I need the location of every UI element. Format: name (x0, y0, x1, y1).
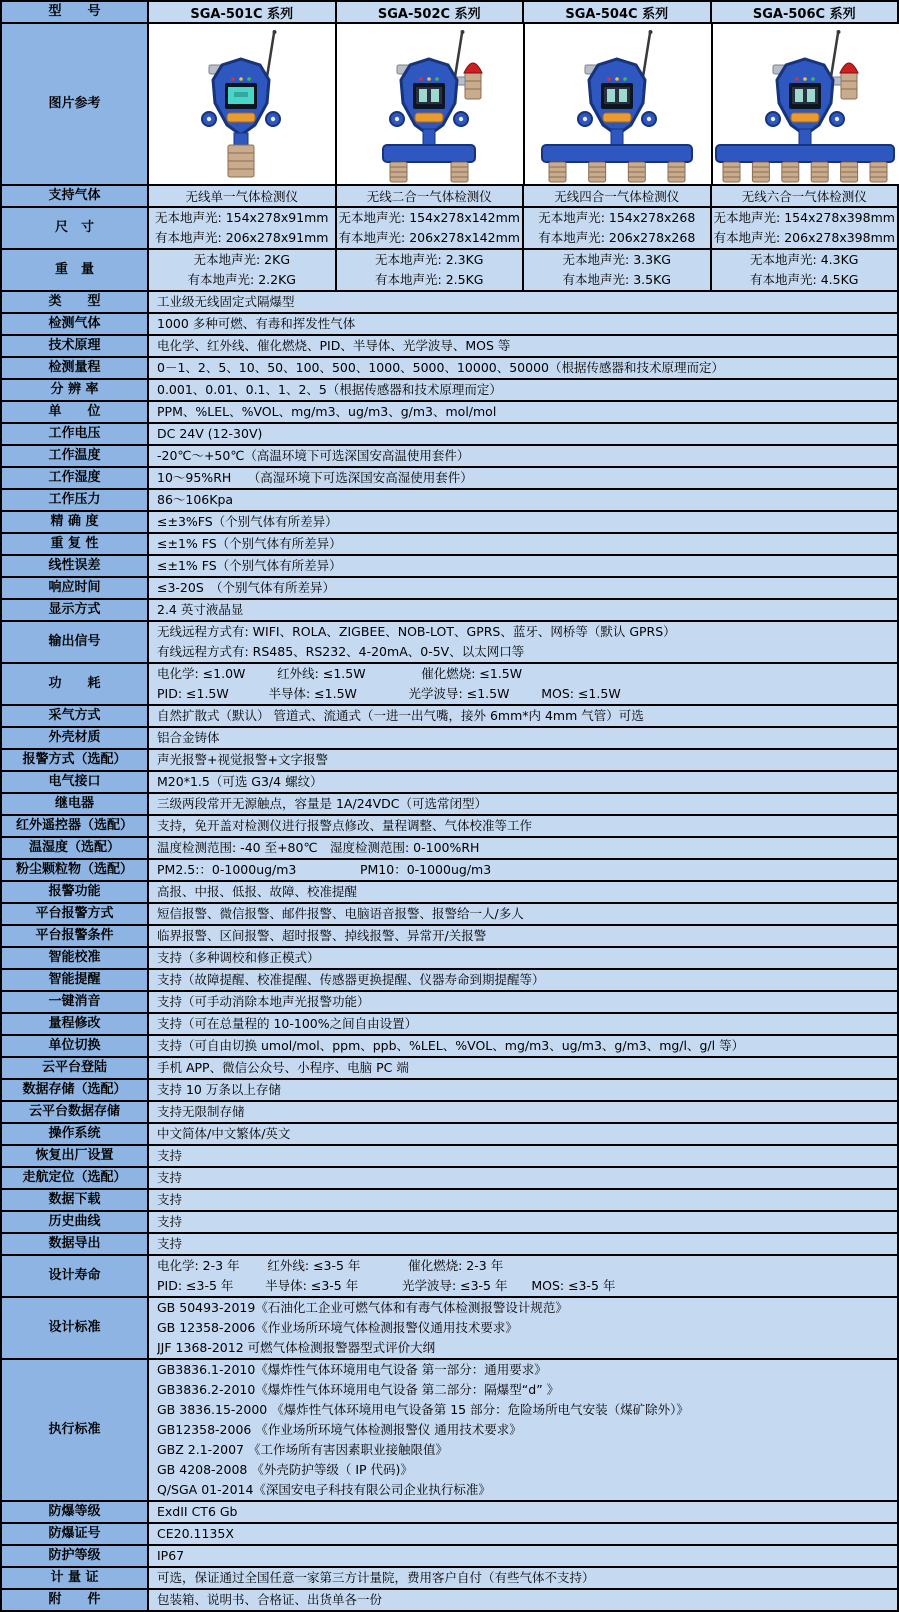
spec-row-value (149, 490, 897, 510)
spec-row-label: 温湿度（选配） (2, 838, 149, 858)
spec-value-line: 有线远程方式有: RS485、RS232、4-20mA、0-5V、以太网口等 (157, 644, 525, 659)
spec-value-line: PID: ≤3-5 年 半导体: ≤3-5 年 光学波导: ≤3-5 年 MOS: ≤3-5 年 (157, 1278, 616, 1293)
spec-row-label: 功 耗 (2, 664, 149, 704)
spec-row (2, 1566, 897, 1588)
spec-row (2, 924, 897, 946)
spec-row-value (149, 816, 897, 836)
spec-value-line: 中文简体/中文繁体/英文 (157, 1126, 291, 1141)
spec-row-value (149, 292, 897, 312)
spec-row (2, 378, 897, 400)
weight-line: 无本地声光: 2KG (193, 252, 291, 267)
spec-row (2, 1500, 897, 1522)
size-value (149, 208, 335, 248)
spec-row-label: 设计标准 (2, 1298, 149, 1358)
spec-row-label: 操作系统 (2, 1124, 149, 1144)
spec-row-label: 粉尘颗粒物（选配） (2, 860, 149, 880)
spec-row-value (149, 534, 897, 554)
spec-row (2, 1358, 897, 1500)
supported-gas-value: 无线单一气体检测仪 (185, 189, 298, 204)
weight-value (710, 250, 898, 290)
size-value (522, 208, 710, 248)
spec-row (2, 1056, 897, 1078)
spec-row-value (149, 1502, 897, 1522)
spec-row-label: 报警功能 (2, 882, 149, 902)
product-image-row (2, 22, 897, 184)
spec-row (2, 1034, 897, 1056)
spec-value-line: -20℃～+50℃（高温环境下可选深国安高温使用套件） (157, 448, 470, 463)
spec-row-value (149, 1036, 897, 1056)
product-image-sga-501c (149, 24, 335, 184)
spec-value-line: 支持 (157, 1148, 183, 1163)
supported-gas-row (2, 184, 897, 206)
spec-row (2, 312, 897, 334)
spec-row-label: 分 辨 率 (2, 380, 149, 400)
spec-row-value (149, 706, 897, 726)
spec-value-line: 支持（可在总量程的 10-100%之间自由设置） (157, 1016, 418, 1031)
spec-row-label: 线性误差 (2, 556, 149, 576)
spec-row (2, 290, 897, 312)
spec-row (2, 858, 897, 880)
spec-row-label: 走航定位（选配） (2, 1168, 149, 1188)
spec-value-line: ≤±1% FS（个别气体有所差异） (157, 536, 342, 551)
size-line: 有本地声光: 206x278x142mm (338, 230, 520, 245)
supported-gas-value: 无线二合一气体检测仪 (335, 186, 523, 206)
model-name-sga-506c: SGA-506C 系列 (710, 2, 898, 22)
spec-row-value (149, 794, 897, 814)
spec-row-label: 数据导出 (2, 1234, 149, 1254)
spec-row-label: 设计寿命 (2, 1256, 149, 1296)
spec-row (2, 598, 897, 620)
spec-value-line: 自然扩散式（默认） 管道式、流通式（一进一出气嘴，接外 6mm*内 4mm 气管）可选 (157, 708, 644, 723)
spec-value-line: GBZ 2.1-2007 《工作场所有害因素职业接触限值》 (157, 1442, 448, 1457)
model-name-sga-502c: SGA-502C 系列 (335, 2, 523, 22)
spec-row-value (149, 1190, 897, 1210)
spec-row (2, 488, 897, 510)
spec-value-line: 支持 (157, 1236, 183, 1251)
size-line: 有本地声光: 206x278x398mm (713, 230, 895, 245)
spec-row-value (149, 1080, 897, 1100)
spec-row (2, 1144, 897, 1166)
spec-row-label: 单位切换 (2, 1036, 149, 1056)
spec-row-label: 电气接口 (2, 772, 149, 792)
spec-row-label: 重 复 性 (2, 534, 149, 554)
spec-row (2, 1012, 897, 1034)
spec-row-value (149, 860, 897, 880)
spec-row-value (149, 1234, 897, 1254)
spec-row-label: 输出信号 (2, 622, 149, 662)
spec-row (2, 990, 897, 1012)
spec-row-label: 单 位 (2, 402, 149, 422)
spec-row-label: 历史曲线 (2, 1212, 149, 1232)
spec-value-line: 支持 (157, 1192, 183, 1207)
spec-row-value (149, 948, 897, 968)
spec-row-value (149, 1124, 897, 1144)
model-name-sga-504c: SGA-504C 系列 (522, 2, 710, 22)
spec-row (2, 1210, 897, 1232)
spec-row-value (149, 926, 897, 946)
spec-value-line: 高报、中报、低报、故障、校准提醒 (157, 884, 358, 899)
spec-row (2, 400, 897, 422)
spec-value-line: 支持 (157, 1170, 183, 1185)
spec-row-label: 工作湿度 (2, 468, 149, 488)
weight-line: 无本地声光: 4.3KG (750, 252, 859, 267)
spec-row-value (149, 314, 897, 334)
spec-value-line: 温度检测范围: -40 至+80℃ 湿度检测范围: 0-100%RH (157, 840, 480, 855)
spec-row-value (149, 772, 897, 792)
spec-row-value (149, 1146, 897, 1166)
spec-row (2, 968, 897, 990)
spec-row (2, 1078, 897, 1100)
spec-row (2, 620, 897, 662)
spec-value-line: GB3836.1-2010《爆炸性气体环境用电气设备 第一部分：通用要求》 (157, 1362, 547, 1377)
spec-value-line: PM2.5:：0-1000ug/m3 PM10：0-1000ug/m3 (157, 862, 492, 877)
spec-row-label: 显示方式 (2, 600, 149, 620)
spec-row-value (149, 1524, 897, 1544)
spec-row-label: 报警方式（选配） (2, 750, 149, 770)
spec-value-line: 包装箱、说明书、合格证、出货单各一份 (157, 1592, 383, 1607)
size-line: 有本地声光: 206x278x268 (538, 230, 696, 245)
spec-value-line: 支持无限制存储 (157, 1104, 245, 1119)
spec-row-label: 技术原理 (2, 336, 149, 356)
spec-row (2, 1188, 897, 1210)
weight-line: 有本地声光: 4.5KG (750, 272, 859, 287)
spec-row (2, 662, 897, 704)
spec-row-value (149, 358, 897, 378)
spec-row-value (149, 556, 897, 576)
spec-value-line: Q/SGA 01-2014《深国安电子科技有限公司企业执行标准》 (157, 1482, 491, 1497)
spec-row (2, 1254, 897, 1296)
spec-row-label: 防爆等级 (2, 1502, 149, 1522)
size-line: 无本地声光: 154x278x142mm (338, 210, 520, 225)
spec-value-line: IP67 (157, 1548, 185, 1563)
spec-row-value (149, 1058, 897, 1078)
spec-row-value (149, 992, 897, 1012)
weight-line: 无本地声光: 2.3KG (375, 252, 484, 267)
spec-value-line: GB 50493-2019《石油化工企业可燃气体和有毒气体检测报警设计规范》 (157, 1300, 568, 1315)
supported-gas-value: 无线六合一气体检测仪 (710, 186, 898, 206)
row-label-model: 型 号 (2, 2, 149, 22)
spec-row-value (149, 380, 897, 400)
size-line: 无本地声光: 154x278x398mm (713, 210, 895, 225)
size-row (2, 206, 897, 248)
spec-row-label: 工作电压 (2, 424, 149, 444)
spec-value-line: 可选，保证通过全国任意一家第三方计量院，费用客户自付（有些气体不支持） (157, 1570, 595, 1585)
weight-line: 有本地声光: 2.5KG (375, 272, 484, 287)
spec-row-label: 采气方式 (2, 706, 149, 726)
spec-value-line: 0－1、2、5、10、50、100、500、1000、5000、10000、50000（根据传感器和技术原理而定） (157, 360, 724, 375)
weight-value (522, 250, 710, 290)
spec-row (2, 880, 897, 902)
model-name-sga-501c: SGA-501C 系列 (190, 6, 294, 22)
spec-row-value (149, 512, 897, 532)
spec-row (2, 1588, 897, 1610)
spec-value-line: 2.4 英寸液晶显 (157, 602, 244, 617)
spec-row (2, 902, 897, 924)
spec-value-line: 86～106Kpa (157, 492, 234, 507)
weight-value (149, 250, 335, 290)
spec-row (2, 836, 897, 858)
spec-value-line: 1000 多种可燃、有毒和挥发性气体 (157, 316, 356, 331)
spec-row-label: 工作温度 (2, 446, 149, 466)
spec-value-line: 无线远程方式有: WIFI、ROLA、ZIGBEE、NOB-LOT、GPRS、蓝牙、网桥等（默认 GPRS） (157, 624, 676, 639)
spec-row-value (149, 1568, 897, 1588)
spec-row-label: 云平台数据存储 (2, 1102, 149, 1122)
spec-value-line: 0.001、0.01、0.1、1、2、5（根据传感器和技术原理而定） (157, 382, 502, 397)
model-header-row (2, 2, 897, 22)
spec-row-value (149, 970, 897, 990)
spec-value-line: CE20.1135X (157, 1526, 234, 1541)
spec-row-label: 数据存储（选配） (2, 1080, 149, 1100)
spec-value-line: M20*1.5（可选 G3/4 螺纹） (157, 774, 323, 789)
spec-row-label: 数据下载 (2, 1190, 149, 1210)
spec-row (2, 1232, 897, 1254)
spec-row-value (149, 838, 897, 858)
spec-value-line: GB3836.2-2010《爆炸性气体环境用电气设备 第二部分：隔爆型“d” 》 (157, 1382, 560, 1397)
weight-line: 无本地声光: 3.3KG (562, 252, 671, 267)
spec-row (2, 946, 897, 968)
spec-row-label: 云平台登陆 (2, 1058, 149, 1078)
spec-row-label: 附 件 (2, 1590, 149, 1610)
spec-row-value (149, 750, 897, 770)
spec-row (2, 1100, 897, 1122)
spec-row-value (149, 1212, 897, 1232)
row-label-weight: 重 量 (2, 250, 149, 290)
spec-value-line: 临界报警、区间报警、超时报警、掉线报警、异常开/关报警 (157, 928, 487, 943)
product-image-sga-502c (335, 24, 523, 184)
spec-row (2, 1544, 897, 1566)
row-label-size: 尺 寸 (2, 208, 149, 248)
spec-row-value (149, 728, 897, 748)
spec-row-value (149, 446, 897, 466)
spec-row-value (149, 336, 897, 356)
spec-row (2, 704, 897, 726)
spec-row (2, 554, 897, 576)
spec-row-value (149, 1360, 897, 1500)
spec-row (2, 356, 897, 378)
spec-value-line: 工业级无线固定式隔爆型 (157, 294, 295, 309)
weight-line: 有本地声光: 3.5KG (562, 272, 671, 287)
spec-value-line: PPM、%LEL、%VOL、mg/m3、ug/m3、g/m3、mol/mol (157, 404, 497, 419)
spec-row-label: 防护等级 (2, 1546, 149, 1566)
spec-row-label: 量程修改 (2, 1014, 149, 1034)
weight-line: 有本地声光: 2.2KG (187, 272, 296, 287)
spec-row-value (149, 578, 897, 598)
spec-row-label: 平台报警条件 (2, 926, 149, 946)
spec-value-line: 支持 10 万条以上存储 (157, 1082, 281, 1097)
spec-row-label: 检测量程 (2, 358, 149, 378)
spec-row-label: 继电器 (2, 794, 149, 814)
size-value (710, 208, 898, 248)
spec-row (2, 422, 897, 444)
spec-row-value (149, 402, 897, 422)
weight-value (335, 250, 523, 290)
spec-row-label: 外壳材质 (2, 728, 149, 748)
spec-row-label: 恢复出厂设置 (2, 1146, 149, 1166)
spec-row-label: 类 型 (2, 292, 149, 312)
spec-value-line: GB12358-2006 《作业场所环境气体检测报警仪 通用技术要求》 (157, 1422, 522, 1437)
spec-value-line: 手机 APP、微信公众号、小程序、电脑 PC 端 (157, 1060, 409, 1075)
spec-value-line: 支持 (157, 1214, 183, 1229)
spec-row (2, 770, 897, 792)
spec-row-label: 红外遥控器（选配） (2, 816, 149, 836)
spec-row-value (149, 1298, 897, 1358)
spec-row (2, 334, 897, 356)
product-image-sga-506c (711, 24, 899, 184)
spec-value-line: 支持（可手动消除本地声光报警功能） (157, 994, 370, 1009)
product-image-sga-504c (523, 24, 711, 184)
spec-value-line: 电化学、红外线、催化燃烧、PID、半导体、光学波导、MOS 等 (157, 338, 511, 353)
row-label-images: 图片参考 (2, 24, 149, 184)
spec-value-line: 声光报警+视觉报警+文字报警 (157, 752, 328, 767)
spec-row-label: 响应时间 (2, 578, 149, 598)
spec-row (2, 792, 897, 814)
spec-row-value (149, 1014, 897, 1034)
spec-row-label: 智能校准 (2, 948, 149, 968)
spec-value-line: ≤±1% FS（个别气体有所差异） (157, 558, 342, 573)
spec-value-line: 支持（多种调校和修正模式） (157, 950, 320, 965)
spec-row (2, 510, 897, 532)
spec-row-label: 执行标准 (2, 1360, 149, 1500)
spec-row-value (149, 424, 897, 444)
spec-row (2, 748, 897, 770)
weight-row (2, 248, 897, 290)
spec-row (2, 466, 897, 488)
spec-row-label: 智能提醒 (2, 970, 149, 990)
spec-row-label: 防爆证号 (2, 1524, 149, 1544)
spec-row (2, 1296, 897, 1358)
spec-row (2, 444, 897, 466)
spec-row (2, 814, 897, 836)
spec-row-value (149, 1256, 897, 1296)
size-line: 有本地声光: 206x278x91mm (155, 230, 329, 245)
spec-row-label: 平台报警方式 (2, 904, 149, 924)
spec-value-line: GB 12358-2006《作业场所环境气体检测报警仪通用技术要求》 (157, 1320, 518, 1335)
spec-value-line: 10～95%RH （高湿环境下可选深国安高湿使用套件） (157, 470, 473, 485)
row-label-supported-gas: 支持气体 (2, 186, 149, 206)
spec-row-value (149, 622, 897, 662)
spec-row (2, 1166, 897, 1188)
spec-value-line: PID: ≤1.5W 半导体: ≤1.5W 光学波导: ≤1.5W MOS: ≤1.5W (157, 686, 621, 701)
spec-value-line: 三级两段常开无源触点，容量是 1A/24VDC（可选常闭型） (157, 796, 487, 811)
spec-value-line: 支持（可自由切换 umol/mol、ppm、ppb、%LEL、%VOL、mg/m3、ug/m3、g/m3、mg/l、g/l 等） (157, 1038, 745, 1053)
spec-value-line: GB 4208-2008 《外壳防护等级（ IP 代码)》 (157, 1462, 413, 1477)
spec-value-line: 短信报警、微信报警、邮件报警、电脑语音报警、报警给一人/多人 (157, 906, 524, 921)
spec-row (2, 532, 897, 554)
spec-value-line: 电化学: 2-3 年 红外线: ≤3-5 年 催化燃烧: 2-3 年 (157, 1258, 504, 1273)
spec-value-line: ≤3-20S （个别气体有所差异） (157, 580, 336, 595)
size-line: 无本地声光: 154x278x268 (538, 210, 696, 225)
spec-row (2, 576, 897, 598)
spec-row-value (149, 1168, 897, 1188)
spec-row-label: 一键消音 (2, 992, 149, 1012)
spec-row-value (149, 904, 897, 924)
spec-row-value (149, 882, 897, 902)
spec-row-value (149, 468, 897, 488)
spec-value-line: DC 24V (12-30V) (157, 426, 263, 441)
spec-value-line: ≤±3%FS（个别气体有所差异） (157, 514, 338, 529)
size-line: 无本地声光: 154x278x91mm (155, 210, 329, 225)
spec-row (2, 1522, 897, 1544)
spec-row-label: 工作压力 (2, 490, 149, 510)
spec-value-line: JJF 1368-2012 可燃气体检测报警器型式评价大纲 (157, 1340, 436, 1355)
spec-value-line: 电化学: ≤1.0W 红外线: ≤1.5W 催化燃烧: ≤1.5W (157, 666, 523, 681)
spec-row (2, 726, 897, 748)
spec-value-line: 支持（故障提醒、校准提醒、传感器更换提醒、仪器寿命到期提醒等） (157, 972, 545, 987)
spec-row-label: 检测气体 (2, 314, 149, 334)
spec-value-line: 支持，免开盖对检测仪进行报警点修改、量程调整、气体校准等工作 (157, 818, 533, 833)
supported-gas-value: 无线四合一气体检测仪 (522, 186, 710, 206)
spec-row (2, 1122, 897, 1144)
spec-value-line: ExdII CT6 Gb (157, 1504, 238, 1519)
spec-value-line: 铝合金铸体 (157, 730, 220, 745)
spec-row-label: 计 量 证 (2, 1568, 149, 1588)
spec-row-value (149, 664, 897, 704)
spec-value-line: GB 3836.15-2000 《爆炸性气体环境用电气设备第 15 部分：危险场所电气安装（煤矿除外）》 (157, 1402, 689, 1417)
spec-row-label: 精 确 度 (2, 512, 149, 532)
spec-row-value (149, 1102, 897, 1122)
spec-row-value (149, 1590, 897, 1610)
spec-row-value (149, 600, 897, 620)
size-value (335, 208, 523, 248)
spec-row-value (149, 1546, 897, 1566)
